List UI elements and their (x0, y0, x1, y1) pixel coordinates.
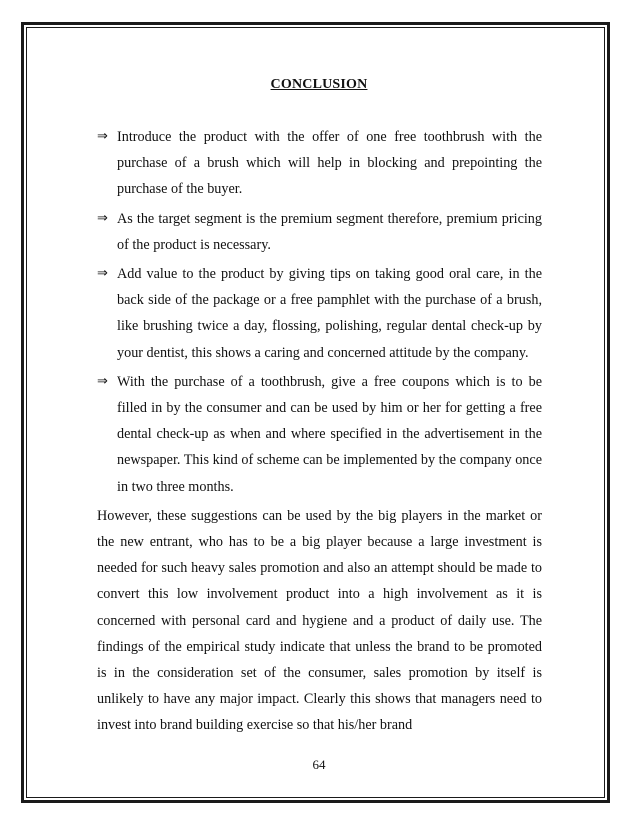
bullet-item (97, 261, 542, 366)
bullet-text: Introduce the product with the offer of one free toothbrush with the purchase of a brush which will help in blocking and prepointing the purchase of the buyer. (117, 129, 542, 198)
bullet-item (97, 206, 542, 258)
bullet-text: Add value to the product by giving tips on taking good oral care, in the back side of the package or a free pamphlet with the purchase of a brush, like brushing twice a day, flossing, polishing, regular dental check-up by your dentist, this shows a caring and concerned attitude by the company. (117, 266, 542, 361)
double-arrow-icon: ⇒ (97, 210, 108, 226)
bullet-item (97, 124, 542, 203)
bullet-item (97, 369, 542, 500)
bullet-text: With the purchase of a toothbrush, give a free coupons which is to be filled in by the consumer and can be used by him or her for getting a free dental check-up as when and where specified in the advertisement in the newspaper. This kind of scheme can be implemented by the company once in two three months. (117, 373, 542, 495)
document-body (97, 124, 542, 739)
page-title: CONCLUSION (270, 77, 368, 92)
page-number: 64 (312, 757, 326, 772)
double-arrow-icon: ⇒ (97, 373, 108, 389)
double-arrow-icon: ⇒ (97, 266, 108, 282)
bullet-text: As the target segment is the premium segment therefore, premium pricing of the product is necessary. (117, 210, 542, 253)
body-paragraph: However, these suggestions can be used by the big players in the market or the new entrant, who has to be a big player because a large investment is needed for such heavy sales promotion and also an attempt should be made to convert this low involvement product into a high involvement as it is concerned with personal card and hygiene and a product of daily use. The findings of the empirical study indicate that unless the brand to be promoted is in the consideration set of the consumer, sales promotion by itself is unlikely to have any major impact. Clearly this shows that managers need to invest into brand building exercise so that his/her brand (97, 507, 542, 734)
double-arrow-icon: ⇒ (97, 129, 108, 144)
